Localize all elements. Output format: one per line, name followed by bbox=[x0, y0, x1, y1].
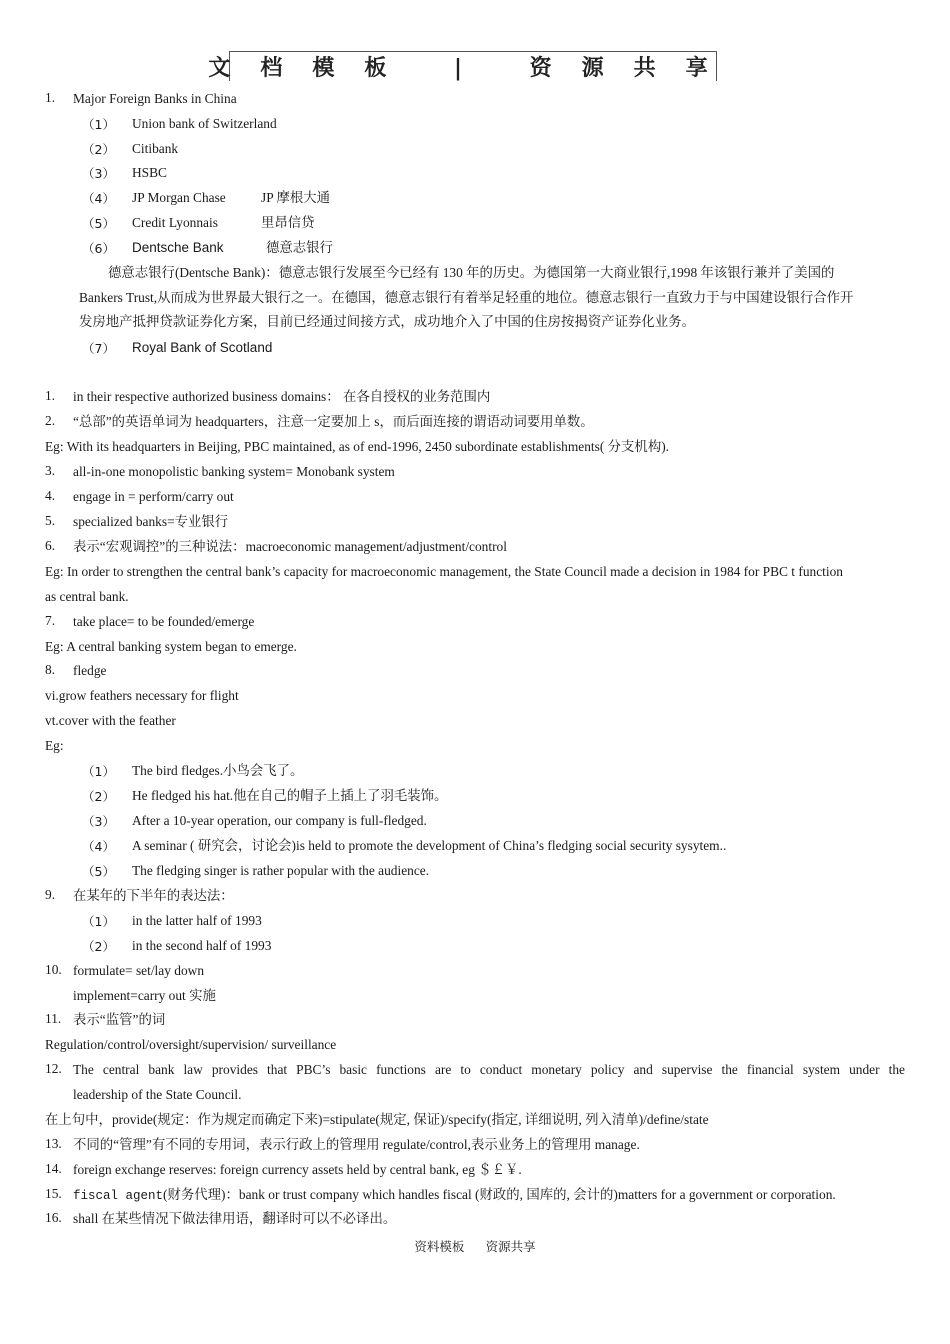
header-banner: 文档模板 | 资源共享 bbox=[229, 51, 717, 81]
note-text-continued: 在上句中，provide(规定：作为规定而确定下来)=stipulate(规定, 保证)/specify(指定, 详细说明, 列入清单)/define/state bbox=[45, 1112, 709, 1127]
bank-name: HSBC bbox=[132, 165, 167, 180]
note-number: 5. bbox=[45, 513, 56, 528]
list-item-number: （1） bbox=[82, 117, 115, 132]
bank-name: Royal Bank of Scotland bbox=[132, 340, 273, 355]
bank-name: Credit Lyonnais bbox=[132, 215, 218, 230]
note-text: take place= to be founded/emerge bbox=[73, 614, 255, 629]
note-text bbox=[73, 1186, 836, 1205]
example-sentence: After a 10-year operation, our company is full-fledged. bbox=[132, 813, 427, 828]
bank-description-line: 发房地产抵押贷款证券化方案，目前已经通过间接方式，成功地介入了中国的住房按揭资产证券化业务。 bbox=[79, 314, 695, 329]
note-number: 14. bbox=[45, 1161, 62, 1176]
note-number: 9. bbox=[45, 887, 56, 902]
note-number: 6. bbox=[45, 538, 56, 553]
section-number: 1. bbox=[45, 90, 56, 105]
bank-name: Union bank of Switzerland bbox=[132, 116, 277, 131]
example-sentence: A seminar ( 研究会，讨论会)is held to promote the development of China’s fledging social security sysytem.. bbox=[132, 838, 727, 853]
term-fiscal-agent: fiscal agent bbox=[73, 1189, 164, 1203]
note-number: 15. bbox=[45, 1186, 62, 1201]
list-item-number: （7） bbox=[82, 341, 115, 356]
note-text: 不同的“管理”有不同的专用词，表示行政上的管理用 regulate/control,表示业务上的管理用 manage. bbox=[73, 1137, 640, 1152]
note-number: 10. bbox=[45, 962, 62, 977]
note-number: 8. bbox=[45, 662, 56, 677]
note-text: in their respective authorized business domains： 在各自授权的业务范围内 bbox=[73, 389, 491, 404]
list-item-number: （4） bbox=[82, 191, 115, 206]
example-line: Eg: In order to strengthen the central bank’s capacity for macroeconomic management, the State Council made a decision in 1984 for PBC t function bbox=[45, 564, 843, 579]
bank-chinese-name: JP 摩根大通 bbox=[261, 190, 331, 205]
note-number: 4. bbox=[45, 488, 56, 503]
list-item-number: （2） bbox=[82, 939, 115, 954]
bank-name: Dentsche Bank bbox=[132, 240, 224, 255]
example-line: Eg: A central banking system began to emerge. bbox=[45, 639, 297, 654]
note-number: 3. bbox=[45, 463, 56, 478]
note-number: 13. bbox=[45, 1136, 62, 1151]
example-sentence: He fledged his hat.他在自己的帽子上插上了羽毛装饰。 bbox=[132, 788, 448, 803]
note-text-continued: implement=carry out 实施 bbox=[73, 988, 216, 1003]
bank-description-line: 德意志银行(Dentsche Bank)：德意志银行发展至今已经有 130 年的历史。为德国第一大商业银行,1998 年该银行兼并了美国的 bbox=[108, 265, 835, 280]
footer-left-label: 资料模板 bbox=[414, 1240, 465, 1254]
section-title: Major Foreign Banks in China bbox=[73, 91, 237, 106]
list-item-number: （6） bbox=[82, 241, 115, 256]
note-text: The central bank law provides that PBC’s basic functions are to conduct monetary policy and supervise the financial system under the bbox=[73, 1062, 905, 1077]
bank-chinese-name: 德意志银行 bbox=[266, 240, 333, 255]
note-number: 16. bbox=[45, 1210, 62, 1225]
note-number: 2. bbox=[45, 413, 56, 428]
note-text: “总部”的英语单词为 headquarters，注意一定要加上 s，而后面连接的谓语动词要用单数。 bbox=[73, 414, 594, 429]
list-item-number: （1） bbox=[82, 764, 115, 779]
note-number: 1. bbox=[45, 388, 56, 403]
bank-chinese-name: 里昂信贷 bbox=[261, 215, 315, 230]
note-text: 表示“监管”的词 bbox=[73, 1012, 166, 1027]
list-item-number: （3） bbox=[82, 166, 115, 181]
note-text: fledge bbox=[73, 663, 107, 678]
note-text: specialized banks=专业银行 bbox=[73, 514, 229, 529]
list-item-number: （2） bbox=[82, 789, 115, 804]
bank-description-line: Bankers Trust,从而成为世界最大银行之一。在德国，德意志银行有着举足轻重的地位。德意志银行一直致力于与中国建设银行合作开 bbox=[79, 290, 854, 305]
note-text: 在某年的下半年的表达法： bbox=[73, 888, 234, 903]
note-number: 12. bbox=[45, 1061, 62, 1076]
expression-item: in the latter half of 1993 bbox=[132, 913, 262, 928]
note-number: 11. bbox=[45, 1011, 62, 1026]
note-text: formulate= set/lay down bbox=[73, 963, 205, 978]
list-item-number: （3） bbox=[82, 814, 115, 829]
list-item-number: （5） bbox=[82, 216, 115, 231]
note-number: 7. bbox=[45, 613, 56, 628]
note-text-continued: Regulation/control/oversight/supervision/ surveillance bbox=[45, 1037, 337, 1052]
note-text: foreign exchange reserves: foreign currency assets held by central bank, eg ＄￡￥. bbox=[73, 1162, 522, 1177]
example-sentence: The fledging singer is rather popular with the audience. bbox=[132, 863, 430, 878]
note-text: shall 在某些情况下做法律用语，翻译时可以不必译出。 bbox=[73, 1211, 397, 1226]
bank-name: Citibank bbox=[132, 141, 179, 156]
list-item-number: （4） bbox=[82, 839, 115, 854]
bank-name: JP Morgan Chase bbox=[132, 190, 226, 205]
note-text-continued: leadership of the State Council. bbox=[73, 1087, 242, 1102]
list-item-number: （5） bbox=[82, 864, 115, 879]
list-item-number: （2） bbox=[82, 142, 115, 157]
note-text: all-in-one monopolistic banking system= Monobank system bbox=[73, 464, 395, 479]
note-text: engage in = perform/carry out bbox=[73, 489, 234, 504]
term-definition: (财务代理)：bank or trust company which handles fiscal (财政的, 国库的, 会计的)matters for a government or corporation. bbox=[163, 1187, 836, 1202]
example-line: as central bank. bbox=[45, 589, 129, 604]
example-label: Eg: bbox=[45, 738, 64, 753]
expression-item: in the second half of 1993 bbox=[132, 938, 272, 953]
definition-line: vt.cover with the feather bbox=[45, 713, 176, 728]
definition-line: vi.grow feathers necessary for flight bbox=[45, 688, 239, 703]
list-item-number: （1） bbox=[82, 914, 115, 929]
footer-right-label: 资源共享 bbox=[485, 1240, 536, 1254]
example-line: Eg: With its headquarters in Beijing, PBC maintained, as of end-1996, 2450 subordinate establishments( 分支机构). bbox=[45, 439, 670, 454]
note-text: 表示“宏观调控”的三种说法：macroeconomic management/adjustment/control bbox=[73, 539, 507, 554]
example-sentence: The bird fledges.小鸟会飞了。 bbox=[132, 763, 304, 778]
page-footer bbox=[0, 1237, 950, 1255]
